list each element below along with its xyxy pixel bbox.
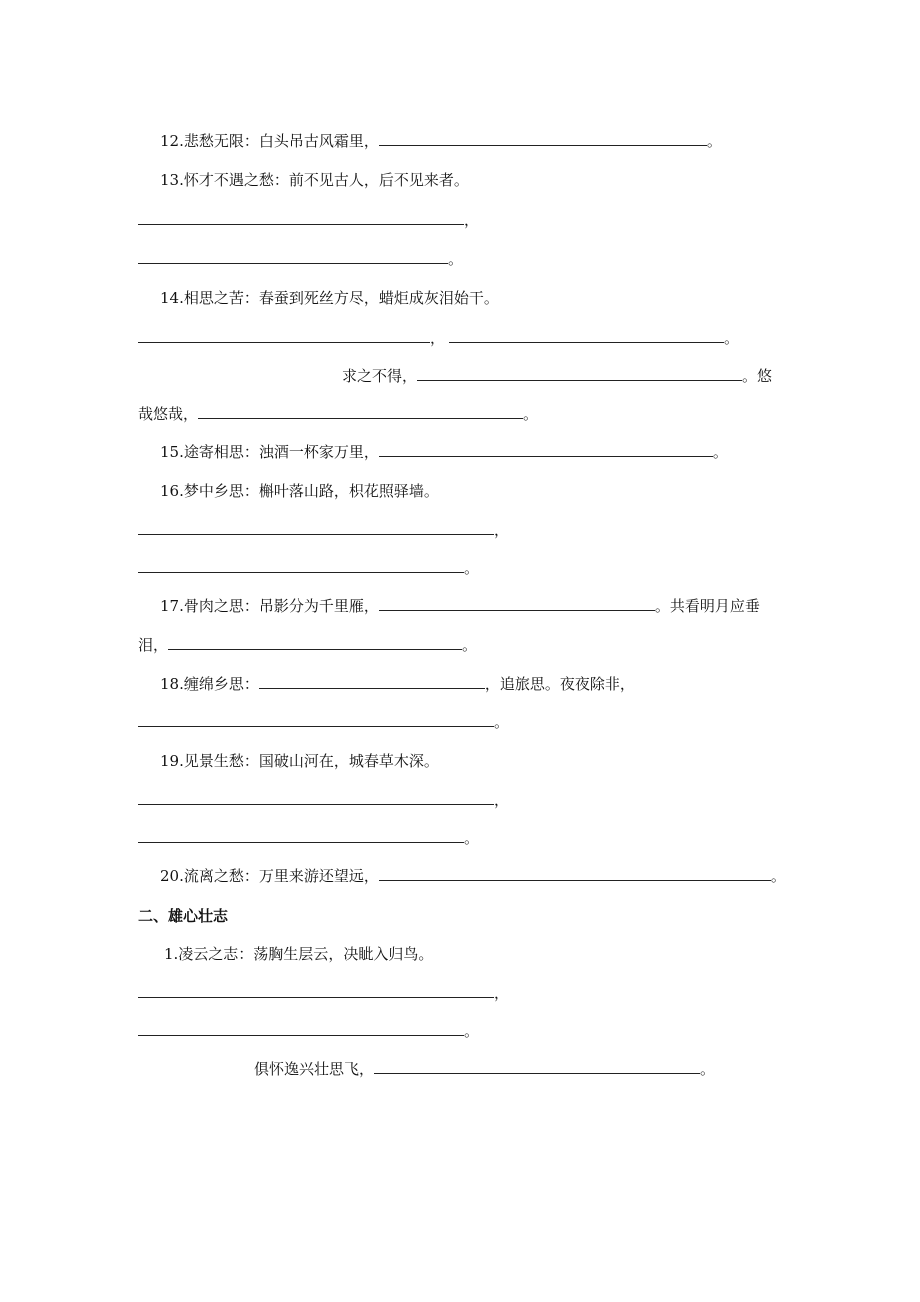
question-text: 17.骨肉之思：吊影分为千里雁， bbox=[160, 597, 379, 615]
punctuation: 。 bbox=[448, 250, 464, 268]
question-15 bbox=[160, 442, 728, 462]
question-16 bbox=[160, 481, 439, 501]
punctuation: 。 bbox=[464, 559, 480, 577]
answer-line bbox=[138, 828, 479, 848]
punctuation: ， bbox=[464, 211, 480, 229]
answer-blank[interactable] bbox=[138, 210, 464, 225]
punctuation: 。 bbox=[706, 132, 722, 150]
answer-blank[interactable] bbox=[379, 596, 655, 611]
punctuation: 。 bbox=[700, 1060, 716, 1078]
question-text: 18.缠绵乡思： bbox=[160, 675, 259, 693]
answer-blank[interactable] bbox=[198, 404, 523, 419]
answer-line bbox=[138, 790, 509, 810]
answer-blank[interactable] bbox=[138, 712, 494, 727]
answer-blank[interactable] bbox=[138, 249, 448, 264]
punctuation: 。共看明月应垂 bbox=[654, 597, 760, 615]
question-18 bbox=[160, 674, 635, 694]
punctuation: ， bbox=[494, 791, 510, 809]
punctuation: ，追旅思。夜夜除非， bbox=[484, 675, 635, 693]
answer-blank[interactable] bbox=[259, 674, 485, 689]
question-text: 俱怀逸兴壮思飞， bbox=[254, 1060, 375, 1078]
question-12 bbox=[160, 131, 722, 151]
answer-blank[interactable] bbox=[138, 558, 464, 573]
answer-line bbox=[138, 558, 479, 578]
question-text: 哉悠哉， bbox=[138, 405, 199, 423]
answer-blank[interactable] bbox=[417, 366, 742, 381]
question-14 bbox=[160, 288, 499, 308]
question-text: 19.见景生愁：国破山河在，城春草木深。 bbox=[160, 752, 439, 770]
answer-blank[interactable] bbox=[449, 328, 724, 343]
question-s1 bbox=[164, 944, 433, 964]
question-17-continued bbox=[138, 635, 477, 655]
answer-blank[interactable] bbox=[138, 983, 494, 998]
answer-line bbox=[138, 210, 479, 230]
question-17 bbox=[160, 596, 760, 616]
question-text: 16.梦中乡思：槲叶落山路，枳花照驿墙。 bbox=[160, 482, 439, 500]
punctuation: 。 bbox=[464, 829, 480, 847]
answer-line bbox=[138, 1021, 479, 1041]
punctuation: ， bbox=[430, 329, 446, 347]
punctuation: 。 bbox=[523, 405, 539, 423]
section-heading: 二、雄心壮志 bbox=[138, 907, 229, 925]
question-text: 12.悲愁无限：白头吊古风霜里， bbox=[160, 132, 379, 150]
punctuation: 。悠 bbox=[742, 367, 773, 385]
answer-blank[interactable] bbox=[138, 1021, 464, 1036]
answer-blank[interactable] bbox=[374, 1059, 700, 1074]
punctuation: 。 bbox=[494, 713, 510, 731]
answer-blank[interactable] bbox=[379, 866, 771, 881]
punctuation: ， bbox=[494, 521, 510, 539]
answer-line bbox=[138, 983, 509, 1003]
question-s1-continued bbox=[254, 1059, 715, 1079]
question-text: 泪， bbox=[138, 636, 169, 654]
question-text: 13.怀才不遇之愁：前不见古人，后不见来者。 bbox=[160, 171, 469, 189]
question-14-continued bbox=[342, 366, 772, 386]
punctuation: 。 bbox=[464, 1022, 480, 1040]
answer-blank[interactable] bbox=[379, 442, 713, 457]
question-14-continued bbox=[138, 404, 538, 424]
question-text: 求之不得， bbox=[342, 367, 418, 385]
answer-blank[interactable] bbox=[138, 828, 464, 843]
answer-line bbox=[138, 249, 463, 269]
answer-blank[interactable] bbox=[379, 131, 707, 146]
punctuation: 。 bbox=[724, 329, 740, 347]
question-text: 20.流离之愁：万里来游还望远， bbox=[160, 867, 379, 885]
answer-line bbox=[138, 328, 739, 348]
punctuation: 。 bbox=[770, 867, 786, 885]
question-19 bbox=[160, 751, 439, 771]
answer-blank[interactable] bbox=[138, 790, 494, 805]
punctuation: 。 bbox=[712, 443, 728, 461]
answer-line bbox=[138, 520, 509, 540]
question-text: 1.凌云之志：荡胸生层云，决眦入归鸟。 bbox=[164, 945, 434, 963]
question-text: 15.途寄相思：浊酒一杯家万里， bbox=[160, 443, 379, 461]
question-13 bbox=[160, 170, 469, 190]
question-20 bbox=[160, 866, 786, 886]
punctuation: 。 bbox=[462, 636, 478, 654]
answer-line bbox=[138, 712, 509, 732]
answer-blank[interactable] bbox=[138, 328, 430, 343]
answer-blank[interactable] bbox=[168, 635, 462, 650]
question-text: 14.相思之苦：春蚕到死丝方尽，蜡炬成灰泪始干。 bbox=[160, 289, 499, 307]
answer-blank[interactable] bbox=[138, 520, 494, 535]
punctuation: ， bbox=[494, 984, 510, 1002]
